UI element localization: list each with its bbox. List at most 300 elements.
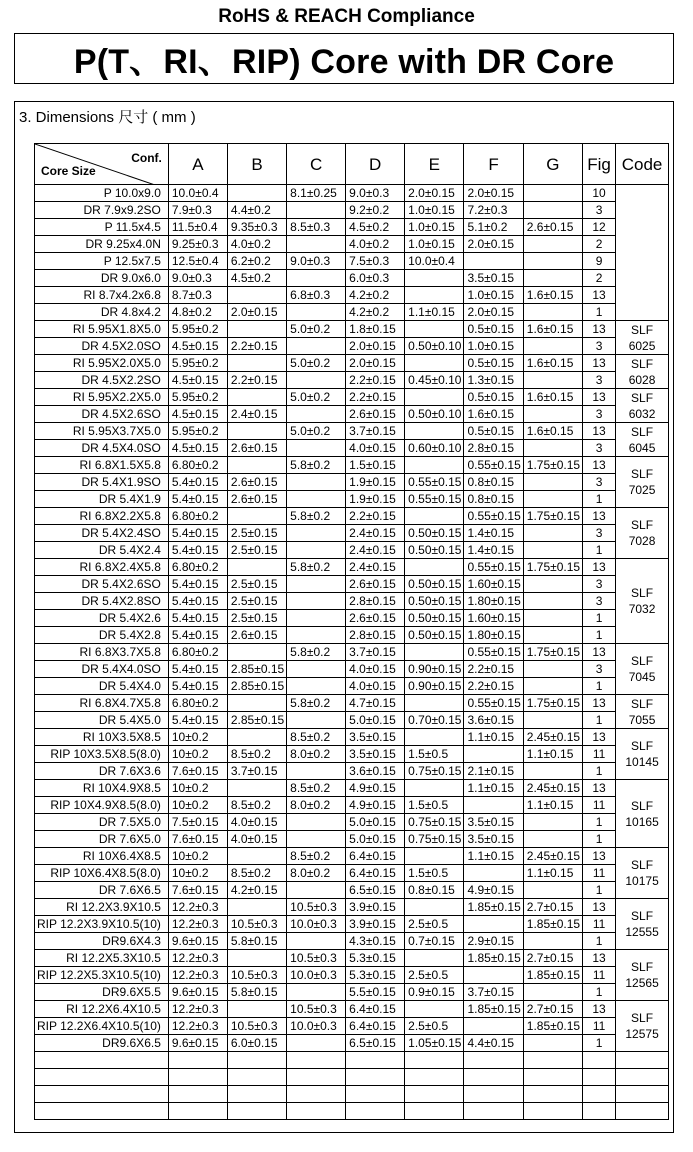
dimension-cell: 2.7±0.15: [523, 899, 582, 916]
dimension-cell: 5.8±0.2: [287, 508, 346, 525]
dimension-cell: [464, 253, 523, 270]
fig-cell: 13: [583, 1001, 616, 1018]
blank-cell: [523, 1086, 582, 1103]
dimension-cell: 6.8±0.3: [287, 287, 346, 304]
dimension-cell: 1.4±0.15: [464, 525, 523, 542]
dimension-cell: [227, 185, 286, 202]
dimension-cell: [287, 610, 346, 627]
table-row: [35, 355, 669, 372]
blank-cell: [523, 1103, 582, 1120]
dimension-cell: 5.4±0.15: [168, 593, 227, 610]
product-code-cell: SLF 6032: [616, 389, 669, 423]
blank-cell: [464, 1103, 523, 1120]
dimension-cell: 0.7±0.15: [405, 933, 464, 950]
fig-cell: 13: [583, 848, 616, 865]
fig-cell: 2: [583, 270, 616, 287]
dimension-cell: [287, 338, 346, 355]
table-row: [35, 406, 669, 423]
dimension-cell: 2.1±0.15: [464, 763, 523, 780]
dimension-cell: 1.5±0.5: [405, 797, 464, 814]
table-row: [35, 899, 669, 916]
blank-cell: [583, 1103, 616, 1120]
dimension-cell: [405, 389, 464, 406]
fig-cell: 13: [583, 729, 616, 746]
dimension-cell: 0.8±0.15: [405, 882, 464, 899]
dimension-cell: 10.0±0.3: [287, 916, 346, 933]
table-row: [35, 1035, 669, 1052]
dimension-cell: 6.80±0.2: [168, 508, 227, 525]
table-row: [35, 1001, 669, 1018]
fig-cell: 3: [583, 202, 616, 219]
dimension-cell: 10.5±0.3: [227, 1018, 286, 1035]
dimension-cell: [523, 831, 582, 848]
dimension-cell: 2.0±0.15: [346, 355, 405, 372]
dimension-cell: 8.7±0.3: [168, 287, 227, 304]
fig-cell: 13: [583, 423, 616, 440]
dimension-cell: [523, 304, 582, 321]
table-row: [35, 712, 669, 729]
dimension-cell: 5.3±0.15: [346, 967, 405, 984]
dimension-cell: [227, 695, 286, 712]
dimension-cell: [405, 780, 464, 797]
fig-cell: 13: [583, 321, 616, 338]
dimension-cell: [523, 338, 582, 355]
dimension-cell: [523, 1035, 582, 1052]
dimension-cell: 0.55±0.15: [405, 491, 464, 508]
dimension-cell: 2.2±0.15: [346, 508, 405, 525]
table-row: [35, 304, 669, 321]
dimension-cell: 2.4±0.15: [346, 542, 405, 559]
dimension-cell: 5.0±0.2: [287, 423, 346, 440]
dimension-cell: 5.95±0.2: [168, 389, 227, 406]
dimension-cell: 10±0.2: [168, 797, 227, 814]
dimension-cell: 1.60±0.15: [464, 576, 523, 593]
fig-cell: 1: [583, 610, 616, 627]
dimension-cell: 1.1±0.15: [464, 729, 523, 746]
dimension-cell: 2.2±0.15: [227, 338, 286, 355]
dimension-cell: 0.5±0.15: [464, 423, 523, 440]
dimension-cell: 5.4±0.15: [168, 525, 227, 542]
dimension-cell: 1.60±0.15: [464, 610, 523, 627]
dimension-cell: 4.0±0.15: [227, 814, 286, 831]
dimension-cell: 2.4±0.15: [346, 559, 405, 576]
dimension-cell: 0.70±0.15: [405, 712, 464, 729]
fig-cell: 13: [583, 508, 616, 525]
dimension-cell: 6.80±0.2: [168, 559, 227, 576]
dimension-cell: 10±0.2: [168, 746, 227, 763]
dimension-cell: 5.0±0.15: [346, 831, 405, 848]
dimension-cell: 0.55±0.15: [464, 644, 523, 661]
dimension-cell: 0.75±0.15: [405, 763, 464, 780]
dimension-cell: [405, 729, 464, 746]
dimension-cell: [405, 950, 464, 967]
dimension-cell: 2.5±0.15: [227, 525, 286, 542]
dimension-cell: 5.4±0.15: [168, 627, 227, 644]
fig-cell: 10: [583, 185, 616, 202]
product-code-cell: SLF 7025: [616, 457, 669, 508]
table-row: [35, 678, 669, 695]
fig-cell: 3: [583, 338, 616, 355]
dimension-cell: [227, 321, 286, 338]
dimension-cell: 9.35±0.3: [227, 219, 286, 236]
dimension-cell: 10.0±0.3: [287, 967, 346, 984]
dimension-cell: [523, 236, 582, 253]
dimensions-table-wrap: [34, 143, 669, 1120]
core-size-cell: DR 4.5X2.0SO: [35, 338, 169, 355]
table-row: [35, 253, 669, 270]
column-header: Code: [616, 144, 669, 185]
dimension-cell: [287, 678, 346, 695]
fig-cell: 1: [583, 491, 616, 508]
dimension-cell: [523, 542, 582, 559]
dimension-cell: 5.0±0.2: [287, 389, 346, 406]
section-heading: 3. Dimensions 尺寸 ( mm ): [19, 109, 196, 126]
dimension-cell: [405, 321, 464, 338]
dimension-cell: [287, 406, 346, 423]
dimension-cell: 5.8±0.2: [287, 644, 346, 661]
dimension-cell: 1.1±0.15: [464, 848, 523, 865]
dimension-cell: 3.5±0.15: [346, 729, 405, 746]
dimension-cell: [523, 661, 582, 678]
blank-cell: [287, 1086, 346, 1103]
dimension-cell: 0.90±0.15: [405, 661, 464, 678]
dimension-cell: [523, 270, 582, 287]
core-size-cell: RI 6.8X2.4X5.8: [35, 559, 169, 576]
fig-cell: 1: [583, 831, 616, 848]
dimension-cell: 12.2±0.3: [168, 967, 227, 984]
table-row: [35, 984, 669, 1001]
product-code-cell: SLF 7055: [616, 695, 669, 729]
table-row: [35, 950, 669, 967]
dimension-cell: 2.6±0.15: [227, 474, 286, 491]
product-code-cell: SLF 12555: [616, 899, 669, 950]
blank-cell: [464, 1052, 523, 1069]
dimension-cell: 1.85±0.15: [523, 967, 582, 984]
dimension-cell: 2.6±0.15: [346, 610, 405, 627]
dimension-cell: 2.2±0.15: [346, 389, 405, 406]
dimension-cell: 8.5±0.2: [227, 746, 286, 763]
dimension-cell: [287, 491, 346, 508]
dimension-cell: 2.85±0.15: [227, 678, 286, 695]
dimension-cell: 6.5±0.15: [346, 1035, 405, 1052]
dimension-cell: [405, 695, 464, 712]
corner-header: [35, 144, 169, 185]
dimension-cell: 3.5±0.15: [464, 270, 523, 287]
table-row: [35, 814, 669, 831]
dimension-cell: 0.50±0.15: [405, 542, 464, 559]
blank-cell: [583, 1052, 616, 1069]
dimension-cell: 10.5±0.3: [227, 916, 286, 933]
dimension-cell: [464, 1018, 523, 1035]
column-header: B: [227, 144, 286, 185]
table-row: [35, 797, 669, 814]
dimension-cell: [464, 967, 523, 984]
core-size-cell: DR 5.4X1.9: [35, 491, 169, 508]
dimension-cell: [523, 185, 582, 202]
core-size-cell: DR 7.6X6.5: [35, 882, 169, 899]
dimension-cell: 1.4±0.15: [464, 542, 523, 559]
table-row: [35, 542, 669, 559]
blank-cell: [287, 1103, 346, 1120]
dimension-cell: 0.55±0.15: [464, 695, 523, 712]
table-row: [35, 967, 669, 984]
blank-cell: [616, 1052, 669, 1069]
blank-cell: [405, 1086, 464, 1103]
table-row: [35, 457, 669, 474]
core-size-cell: DR 5.4X2.4: [35, 542, 169, 559]
dimension-cell: 2.8±0.15: [464, 440, 523, 457]
core-size-cell: RI 6.8X2.2X5.8: [35, 508, 169, 525]
dimension-cell: [523, 933, 582, 950]
core-size-cell: RI 6.8X3.7X5.8: [35, 644, 169, 661]
dimension-cell: 1.85±0.15: [464, 950, 523, 967]
dimension-cell: [287, 542, 346, 559]
dimension-cell: 1.75±0.15: [523, 695, 582, 712]
dimension-cell: 5.4±0.15: [168, 610, 227, 627]
product-code-cell: SLF 10165: [616, 780, 669, 848]
fig-cell: 1: [583, 304, 616, 321]
dimension-cell: 6.80±0.2: [168, 695, 227, 712]
table-row: [35, 185, 669, 202]
dimension-cell: 2.2±0.15: [464, 678, 523, 695]
blank-cell: [168, 1069, 227, 1086]
dimension-cell: [287, 933, 346, 950]
fig-cell: 13: [583, 457, 616, 474]
dimension-cell: [227, 848, 286, 865]
product-code-cell: SLF 12565: [616, 950, 669, 1001]
fig-cell: 13: [583, 287, 616, 304]
column-header: E: [405, 144, 464, 185]
dimension-cell: [287, 882, 346, 899]
dimension-cell: 12.2±0.3: [168, 916, 227, 933]
table-row: [35, 525, 669, 542]
dimension-cell: 4.2±0.2: [346, 287, 405, 304]
dimension-cell: 8.0±0.2: [287, 865, 346, 882]
core-size-cell: DR 5.4X1.9SO: [35, 474, 169, 491]
dimension-cell: [523, 627, 582, 644]
dimension-cell: 0.50±0.15: [405, 593, 464, 610]
dimension-cell: 1.85±0.15: [464, 899, 523, 916]
table-row: [35, 882, 669, 899]
dimension-cell: 2.4±0.15: [346, 525, 405, 542]
fig-cell: 11: [583, 916, 616, 933]
dimension-cell: 4.5±0.15: [168, 338, 227, 355]
dimension-cell: 5.3±0.15: [346, 950, 405, 967]
dimension-cell: 4.5±0.15: [168, 406, 227, 423]
dimension-cell: [287, 661, 346, 678]
dimension-cell: 4.5±0.2: [346, 219, 405, 236]
dimension-cell: 7.6±0.15: [168, 763, 227, 780]
table-row: [35, 610, 669, 627]
fig-cell: 3: [583, 440, 616, 457]
core-size-cell: DR 7.9x9.2SO: [35, 202, 169, 219]
dimension-cell: 12.2±0.3: [168, 1018, 227, 1035]
core-size-cell: DR 5.4X2.8SO: [35, 593, 169, 610]
dimension-cell: 1.0±0.15: [405, 202, 464, 219]
dimension-cell: 6.4±0.15: [346, 1018, 405, 1035]
table-row: [35, 491, 669, 508]
dimension-cell: 4.9±0.15: [346, 797, 405, 814]
dimension-cell: 4.2±0.15: [227, 882, 286, 899]
dimension-cell: [227, 355, 286, 372]
core-size-cell: DR 5.4X4.0SO: [35, 661, 169, 678]
blank-row: [35, 1103, 669, 1120]
blank-cell: [168, 1052, 227, 1069]
dimension-cell: 1.80±0.15: [464, 593, 523, 610]
blank-cell: [464, 1086, 523, 1103]
dimension-cell: 4.0±0.15: [346, 661, 405, 678]
dimension-cell: 4.9±0.15: [464, 882, 523, 899]
dimension-cell: [287, 474, 346, 491]
dimension-cell: 5.4±0.15: [168, 474, 227, 491]
dimension-cell: 0.50±0.15: [405, 610, 464, 627]
dimension-cell: 1.0±0.15: [405, 236, 464, 253]
dimension-cell: 8.0±0.2: [287, 797, 346, 814]
fig-cell: 3: [583, 593, 616, 610]
dimension-cell: 6.80±0.2: [168, 644, 227, 661]
dimension-cell: 2.0±0.15: [464, 304, 523, 321]
dimension-cell: 5.8±0.15: [227, 933, 286, 950]
table-row: [35, 270, 669, 287]
dimension-cell: 4.0±0.15: [346, 440, 405, 457]
dimension-cell: 0.8±0.15: [464, 491, 523, 508]
fig-cell: 3: [583, 525, 616, 542]
blank-cell: [227, 1069, 286, 1086]
dimension-cell: 9.6±0.15: [168, 984, 227, 1001]
fig-cell: 11: [583, 746, 616, 763]
table-row: [35, 644, 669, 661]
table-row: [35, 916, 669, 933]
core-size-cell: DR 9.0x6.0: [35, 270, 169, 287]
core-size-cell: DR 5.4X2.4SO: [35, 525, 169, 542]
dimension-cell: 6.4±0.15: [346, 865, 405, 882]
fig-cell: 1: [583, 678, 616, 695]
dimension-cell: 0.50±0.15: [405, 576, 464, 593]
dimension-cell: 1.1±0.15: [405, 304, 464, 321]
dimension-cell: 12.5±0.4: [168, 253, 227, 270]
table-row: [35, 321, 669, 338]
core-size-cell: RIP 12.2X5.3X10.5(10): [35, 967, 169, 984]
dimension-cell: 1.9±0.15: [346, 474, 405, 491]
dimension-cell: [405, 508, 464, 525]
core-size-cell: RI 5.95X2.2X5.0: [35, 389, 169, 406]
dimension-cell: [287, 984, 346, 1001]
dimension-cell: 9.2±0.2: [346, 202, 405, 219]
dimension-cell: 2.45±0.15: [523, 729, 582, 746]
blank-row: [35, 1069, 669, 1086]
table-row: [35, 287, 669, 304]
dimension-cell: [405, 423, 464, 440]
dimension-cell: 0.55±0.15: [464, 508, 523, 525]
dimension-cell: 3.9±0.15: [346, 899, 405, 916]
dimension-cell: [523, 491, 582, 508]
dimension-cell: 4.3±0.15: [346, 933, 405, 950]
dimension-cell: 2.8±0.15: [346, 593, 405, 610]
dimension-cell: 0.50±0.10: [405, 338, 464, 355]
compliance-title: RoHS & REACH Compliance: [218, 6, 475, 27]
dimension-cell: 2.0±0.15: [464, 236, 523, 253]
conf-label: Conf.: [131, 151, 162, 165]
fig-cell: 13: [583, 559, 616, 576]
dimension-cell: 2.2±0.15: [346, 372, 405, 389]
core-size-cell: DR 4.5X2.2SO: [35, 372, 169, 389]
core-size-cell: RIP 12.2X6.4X10.5(10): [35, 1018, 169, 1035]
dimension-cell: 7.6±0.15: [168, 882, 227, 899]
dimension-cell: [227, 950, 286, 967]
dimension-cell: 1.6±0.15: [523, 423, 582, 440]
dimension-cell: 4.2±0.2: [346, 304, 405, 321]
fig-cell: 13: [583, 355, 616, 372]
fig-cell: 9: [583, 253, 616, 270]
dimension-cell: [523, 610, 582, 627]
dimension-cell: 2.0±0.15: [405, 185, 464, 202]
fig-cell: 13: [583, 899, 616, 916]
dimension-cell: 1.75±0.15: [523, 508, 582, 525]
core-size-cell: DR 7.6X5.0: [35, 831, 169, 848]
dimension-cell: 0.45±0.10: [405, 372, 464, 389]
dimension-cell: 1.9±0.15: [346, 491, 405, 508]
dimension-cell: 2.5±0.5: [405, 916, 464, 933]
dimension-cell: 9.6±0.15: [168, 1035, 227, 1052]
blank-cell: [523, 1052, 582, 1069]
core-size-cell: DR9.6X5.5: [35, 984, 169, 1001]
dimension-cell: 5.8±0.15: [227, 984, 286, 1001]
dimension-cell: 2.5±0.15: [227, 610, 286, 627]
blank-cell: [405, 1069, 464, 1086]
table-row: [35, 933, 669, 950]
dimension-cell: 6.0±0.15: [227, 1035, 286, 1052]
dimension-cell: [405, 559, 464, 576]
dimension-cell: 5.95±0.2: [168, 355, 227, 372]
dimension-cell: 8.5±0.2: [227, 865, 286, 882]
dimension-cell: 10.5±0.3: [287, 1001, 346, 1018]
table-row: [35, 865, 669, 882]
dimension-cell: [287, 202, 346, 219]
dimension-cell: 3.5±0.15: [346, 746, 405, 763]
dimension-cell: 8.5±0.2: [287, 848, 346, 865]
dimension-cell: 1.0±0.15: [405, 219, 464, 236]
fig-cell: 13: [583, 695, 616, 712]
core-size-cell: RI 5.95X2.0X5.0: [35, 355, 169, 372]
product-code-cell: [616, 185, 669, 321]
blank-cell: [616, 1086, 669, 1103]
dimension-cell: [523, 814, 582, 831]
core-size-cell: DR9.6X6.5: [35, 1035, 169, 1052]
dimension-cell: 0.90±0.15: [405, 678, 464, 695]
blank-cell: [583, 1069, 616, 1086]
dimension-cell: 8.5±0.2: [287, 780, 346, 797]
dimension-cell: [227, 559, 286, 576]
blank-cell: [405, 1103, 464, 1120]
dimension-cell: 2.5±0.5: [405, 967, 464, 984]
core-size-cell: RI 12.2X6.4X10.5: [35, 1001, 169, 1018]
dimension-cell: [287, 831, 346, 848]
column-header: D: [346, 144, 405, 185]
core-size-cell: RI 10X4.9X8.5: [35, 780, 169, 797]
dimension-cell: 5.5±0.15: [346, 984, 405, 1001]
blank-cell: [227, 1103, 286, 1120]
fig-cell: 13: [583, 780, 616, 797]
table-body: [35, 185, 669, 1120]
dimension-cell: [523, 525, 582, 542]
core-size-cell: RI 10X6.4X8.5: [35, 848, 169, 865]
dimension-cell: 10.5±0.3: [227, 967, 286, 984]
dimension-cell: [523, 474, 582, 491]
dimension-cell: 5.4±0.15: [168, 661, 227, 678]
blank-cell: [35, 1052, 169, 1069]
dimension-cell: 5.0±0.15: [346, 712, 405, 729]
dimension-cell: 0.9±0.15: [405, 984, 464, 1001]
